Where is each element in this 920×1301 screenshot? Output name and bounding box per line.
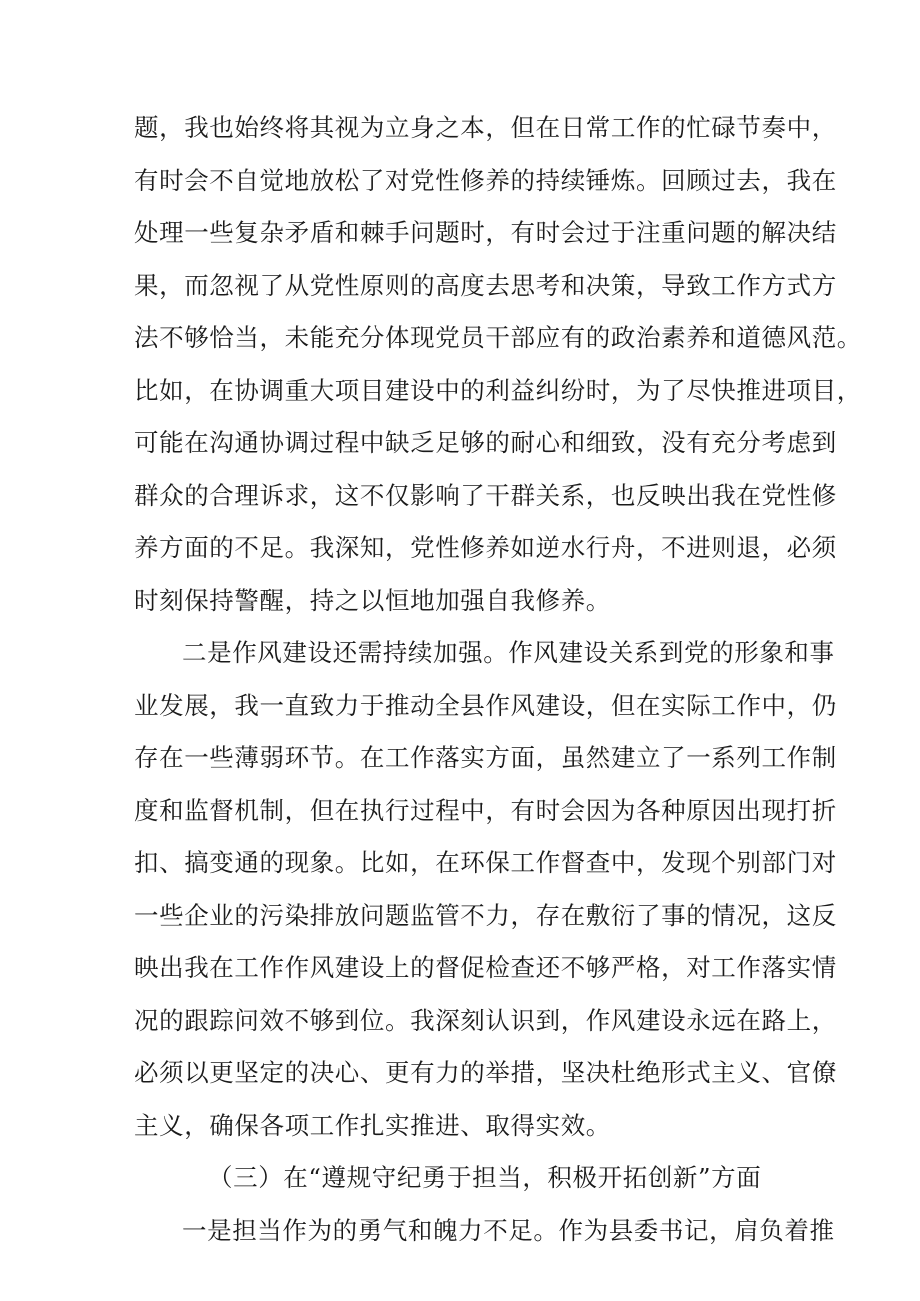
text-line: 必须以更坚定的决心、更有力的举措，坚决杜绝形式主义、官僚 [134, 1058, 837, 1087]
text-line: 时刻保持警醒，持之以恒地加强自我修养。 [134, 586, 611, 615]
paragraph-first-line: 一是担当作为的勇气和魄力不足。作为县委书记，肩负着推 [182, 1216, 835, 1245]
text-line: 一些企业的污染排放问题监管不力，存在敷衍了事的情况，这反 [134, 901, 837, 930]
section-heading: （三）在“遵规守纪勇于担当，积极开拓创新”方面 [208, 1163, 762, 1192]
text-line: 果，而忽视了从党性原则的高度去思考和决策，导致工作方式方 [134, 271, 837, 300]
text-line: 映出我在工作作风建设上的督促检查还不够严格，对工作落实情 [134, 953, 837, 982]
text-line: 扣、搞变通的现象。比如，在环保工作督查中，发现个别部门对 [134, 848, 837, 877]
text-line: 度和监督机制，但在执行过程中，有时会因为各种原因出现打折 [134, 796, 837, 825]
text-line: 处理一些复杂矛盾和棘手问题时，有时会过于注重问题的解决结 [134, 218, 837, 247]
paragraph-first-line: 二是作风建设还需持续加强。作风建设关系到党的形象和事 [182, 638, 835, 667]
text-line: 业发展，我一直致力于推动全县作风建设，但在实际工作中，仍 [134, 691, 837, 720]
text-line: 群众的合理诉求，这不仅影响了干群关系，也反映出我在党性修 [134, 481, 837, 510]
text-line: 题，我也始终将其视为立身之本，但在日常工作的忙碌节奏中， [134, 113, 837, 142]
text-line: 养方面的不足。我深知，党性修养如逆水行舟，不进则退，必须 [134, 533, 837, 562]
text-line: 法不够恰当，未能充分体现党员干部应有的政治素养和道德风范。 [134, 323, 862, 352]
text-line: 比如，在协调重大项目建设中的利益纠纷时，为了尽快推进项目， [134, 376, 862, 405]
text-line: 有时会不自觉地放松了对党性修养的持续锤炼。回顾过去，我在 [134, 166, 837, 195]
text-line: 况的跟踪问效不够到位。我深刻认识到，作风建设永远在路上， [134, 1006, 837, 1035]
text-line: 存在一些薄弱环节。在工作落实方面，虽然建立了一系列工作制 [134, 743, 837, 772]
text-line: 可能在沟通协调过程中缺乏足够的耐心和细致，没有充分考虑到 [134, 428, 837, 457]
text-line: 主义，确保各项工作扎实推进、取得实效。 [134, 1111, 611, 1140]
